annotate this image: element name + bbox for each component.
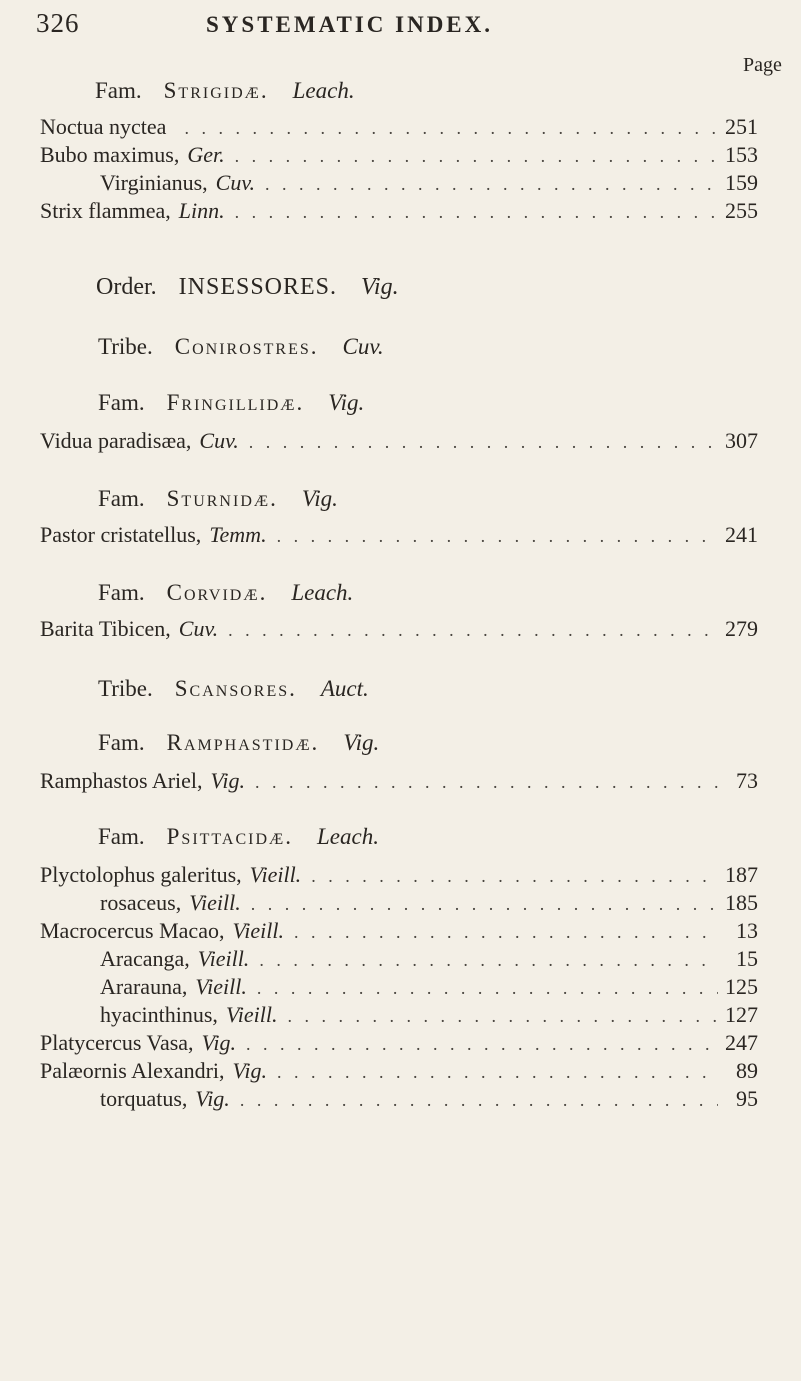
index-entry [40, 616, 758, 644]
dot-leader [246, 1034, 718, 1055]
authority: Vig. [301, 486, 338, 511]
authority: Leach. [291, 580, 354, 605]
page-ref: 255 [725, 198, 758, 223]
rank-label: Tribe. [98, 334, 153, 359]
family-heading-strigidae [95, 78, 355, 104]
dot-leader [294, 922, 718, 943]
species-author: Vieill. [249, 862, 302, 887]
authority: Leach. [317, 824, 379, 849]
species-name: Pastor cristatellus, [40, 522, 202, 547]
index-entry [40, 428, 758, 456]
taxon-name: INSESSORES. [178, 274, 338, 300]
page-ref: 159 [725, 170, 758, 195]
page-ref: 153 [725, 142, 758, 167]
page-ref: 125 [725, 974, 758, 999]
dot-leader [228, 620, 718, 641]
page-ref: 247 [725, 1030, 758, 1055]
dot-leader [184, 118, 718, 139]
page-ref: 307 [725, 428, 758, 453]
index-entry [40, 946, 758, 974]
species-author: Vieill. [232, 918, 284, 943]
species-name: rosaceus, [100, 890, 182, 915]
tribe-heading-conirostres [98, 334, 384, 360]
tribe-heading-scansores [98, 676, 369, 702]
taxon-name: Fringillidæ. [166, 390, 305, 415]
species-author: Vieill. [225, 1002, 278, 1027]
family-heading-corvidae [98, 580, 353, 606]
page-ref: 73 [736, 768, 758, 793]
authority: Vig. [328, 390, 365, 415]
page-column-label: Page [743, 54, 782, 76]
rank-label: Fam. [98, 730, 145, 755]
page-ref: 241 [725, 522, 758, 547]
rank-label: Fam. [95, 78, 142, 103]
page-ref: 89 [736, 1058, 758, 1083]
species-author: Cuv. [199, 428, 239, 453]
dot-leader [249, 432, 718, 453]
species-author: Vig. [210, 768, 245, 793]
species-author: Vig. [201, 1030, 236, 1055]
species-name: torquatus, [100, 1086, 188, 1111]
authority: Vig. [343, 730, 380, 755]
page-ref: 13 [736, 918, 758, 943]
taxon-name: Sturnidæ. [166, 486, 278, 511]
species-author: Vieill. [189, 890, 241, 915]
page-ref: 185 [725, 890, 758, 915]
dot-leader [235, 146, 718, 167]
rank-label: Fam. [98, 390, 145, 415]
species-name: hyacinthinus, [100, 1002, 218, 1027]
family-heading-sturnidae [98, 486, 338, 512]
species-name: Platycercus Vasa, [40, 1030, 194, 1055]
dot-leader [287, 1006, 718, 1027]
species-author: Cuv. [178, 616, 219, 641]
species-author: Temm. [209, 522, 267, 547]
page-ref: 127 [725, 1002, 758, 1027]
rank-label: Tribe. [98, 676, 153, 701]
species-name: Macrocercus Macao, [40, 918, 225, 943]
family-heading-fringillidae [98, 390, 364, 416]
index-entry [40, 890, 758, 918]
page-number: 326 [36, 8, 80, 38]
index-entry [40, 1002, 758, 1030]
page-ref: 279 [725, 616, 758, 641]
species-name: Palæornis Alexandri, [40, 1058, 225, 1083]
species-name: Virginianus, [100, 170, 208, 195]
authority: Auct. [320, 676, 369, 701]
species-author: Cuv. [215, 170, 255, 195]
dot-leader [259, 950, 718, 971]
dot-leader [240, 1090, 718, 1111]
dot-leader [311, 866, 718, 887]
species-author: Vieill. [197, 946, 250, 971]
rank-label: Fam. [98, 580, 145, 605]
species-name: Vidua paradisæa, [40, 428, 192, 453]
index-entry [40, 1058, 758, 1086]
index-entry [40, 862, 758, 890]
running-title: SYSTEMATIC INDEX. [206, 12, 494, 37]
taxon-name: Conirostres. [174, 334, 319, 359]
species-name: Plyctolophus galeritus, [40, 862, 242, 887]
species-name: Bubo maximus, [40, 142, 180, 167]
dot-leader [255, 772, 718, 793]
dot-leader [277, 526, 718, 547]
rank-label: Fam. [98, 486, 145, 511]
index-entry [40, 974, 758, 1002]
taxon-name: Ramphastidæ. [166, 730, 320, 755]
taxon-name: Strigidæ. [163, 78, 269, 103]
dot-leader [257, 978, 718, 999]
species-author: Linn. [178, 198, 225, 223]
index-entry [40, 198, 758, 226]
species-name: Noctua nyctea [40, 114, 167, 139]
index-entry [40, 1086, 758, 1114]
index-entry [40, 170, 758, 198]
family-heading-ramphastidae [98, 730, 379, 756]
species-author: Vieill. [195, 974, 247, 999]
index-entry [40, 142, 758, 170]
species-name: Ramphastos Ariel, [40, 768, 203, 793]
dot-leader [235, 202, 718, 223]
authority: Leach. [292, 78, 355, 103]
family-heading-psittacidae [98, 824, 379, 850]
rank-label: Order. [96, 274, 157, 300]
page-header [36, 8, 776, 38]
rank-label: Fam. [98, 824, 145, 849]
species-name: Strix flammea, [40, 198, 171, 223]
page-ref: 15 [736, 946, 758, 971]
taxon-name: Scansores. [174, 676, 297, 701]
index-entry [40, 522, 758, 550]
dot-leader [277, 1062, 718, 1083]
taxon-name: Psittacidæ. [166, 824, 294, 849]
species-name: Barita Tibicen, [40, 616, 171, 641]
species-author: Vig. [195, 1086, 230, 1111]
species-name: Aracanga, [100, 946, 190, 971]
index-entry [40, 768, 758, 796]
authority: Cuv. [342, 334, 384, 359]
species-author: Ger. [187, 142, 225, 167]
dot-leader [251, 894, 718, 915]
page-ref: 251 [725, 114, 758, 139]
page-ref: 95 [736, 1086, 758, 1111]
page-ref: 187 [725, 862, 758, 887]
index-entry [40, 1030, 758, 1058]
authority: Vig. [361, 274, 399, 300]
index-entry [40, 918, 758, 946]
index-entry [40, 114, 758, 142]
species-name: Ararauna, [100, 974, 188, 999]
order-heading-insessores [96, 274, 399, 301]
dot-leader [265, 174, 718, 195]
taxon-name: Corvidæ. [166, 580, 268, 605]
species-author: Vig. [232, 1058, 267, 1083]
